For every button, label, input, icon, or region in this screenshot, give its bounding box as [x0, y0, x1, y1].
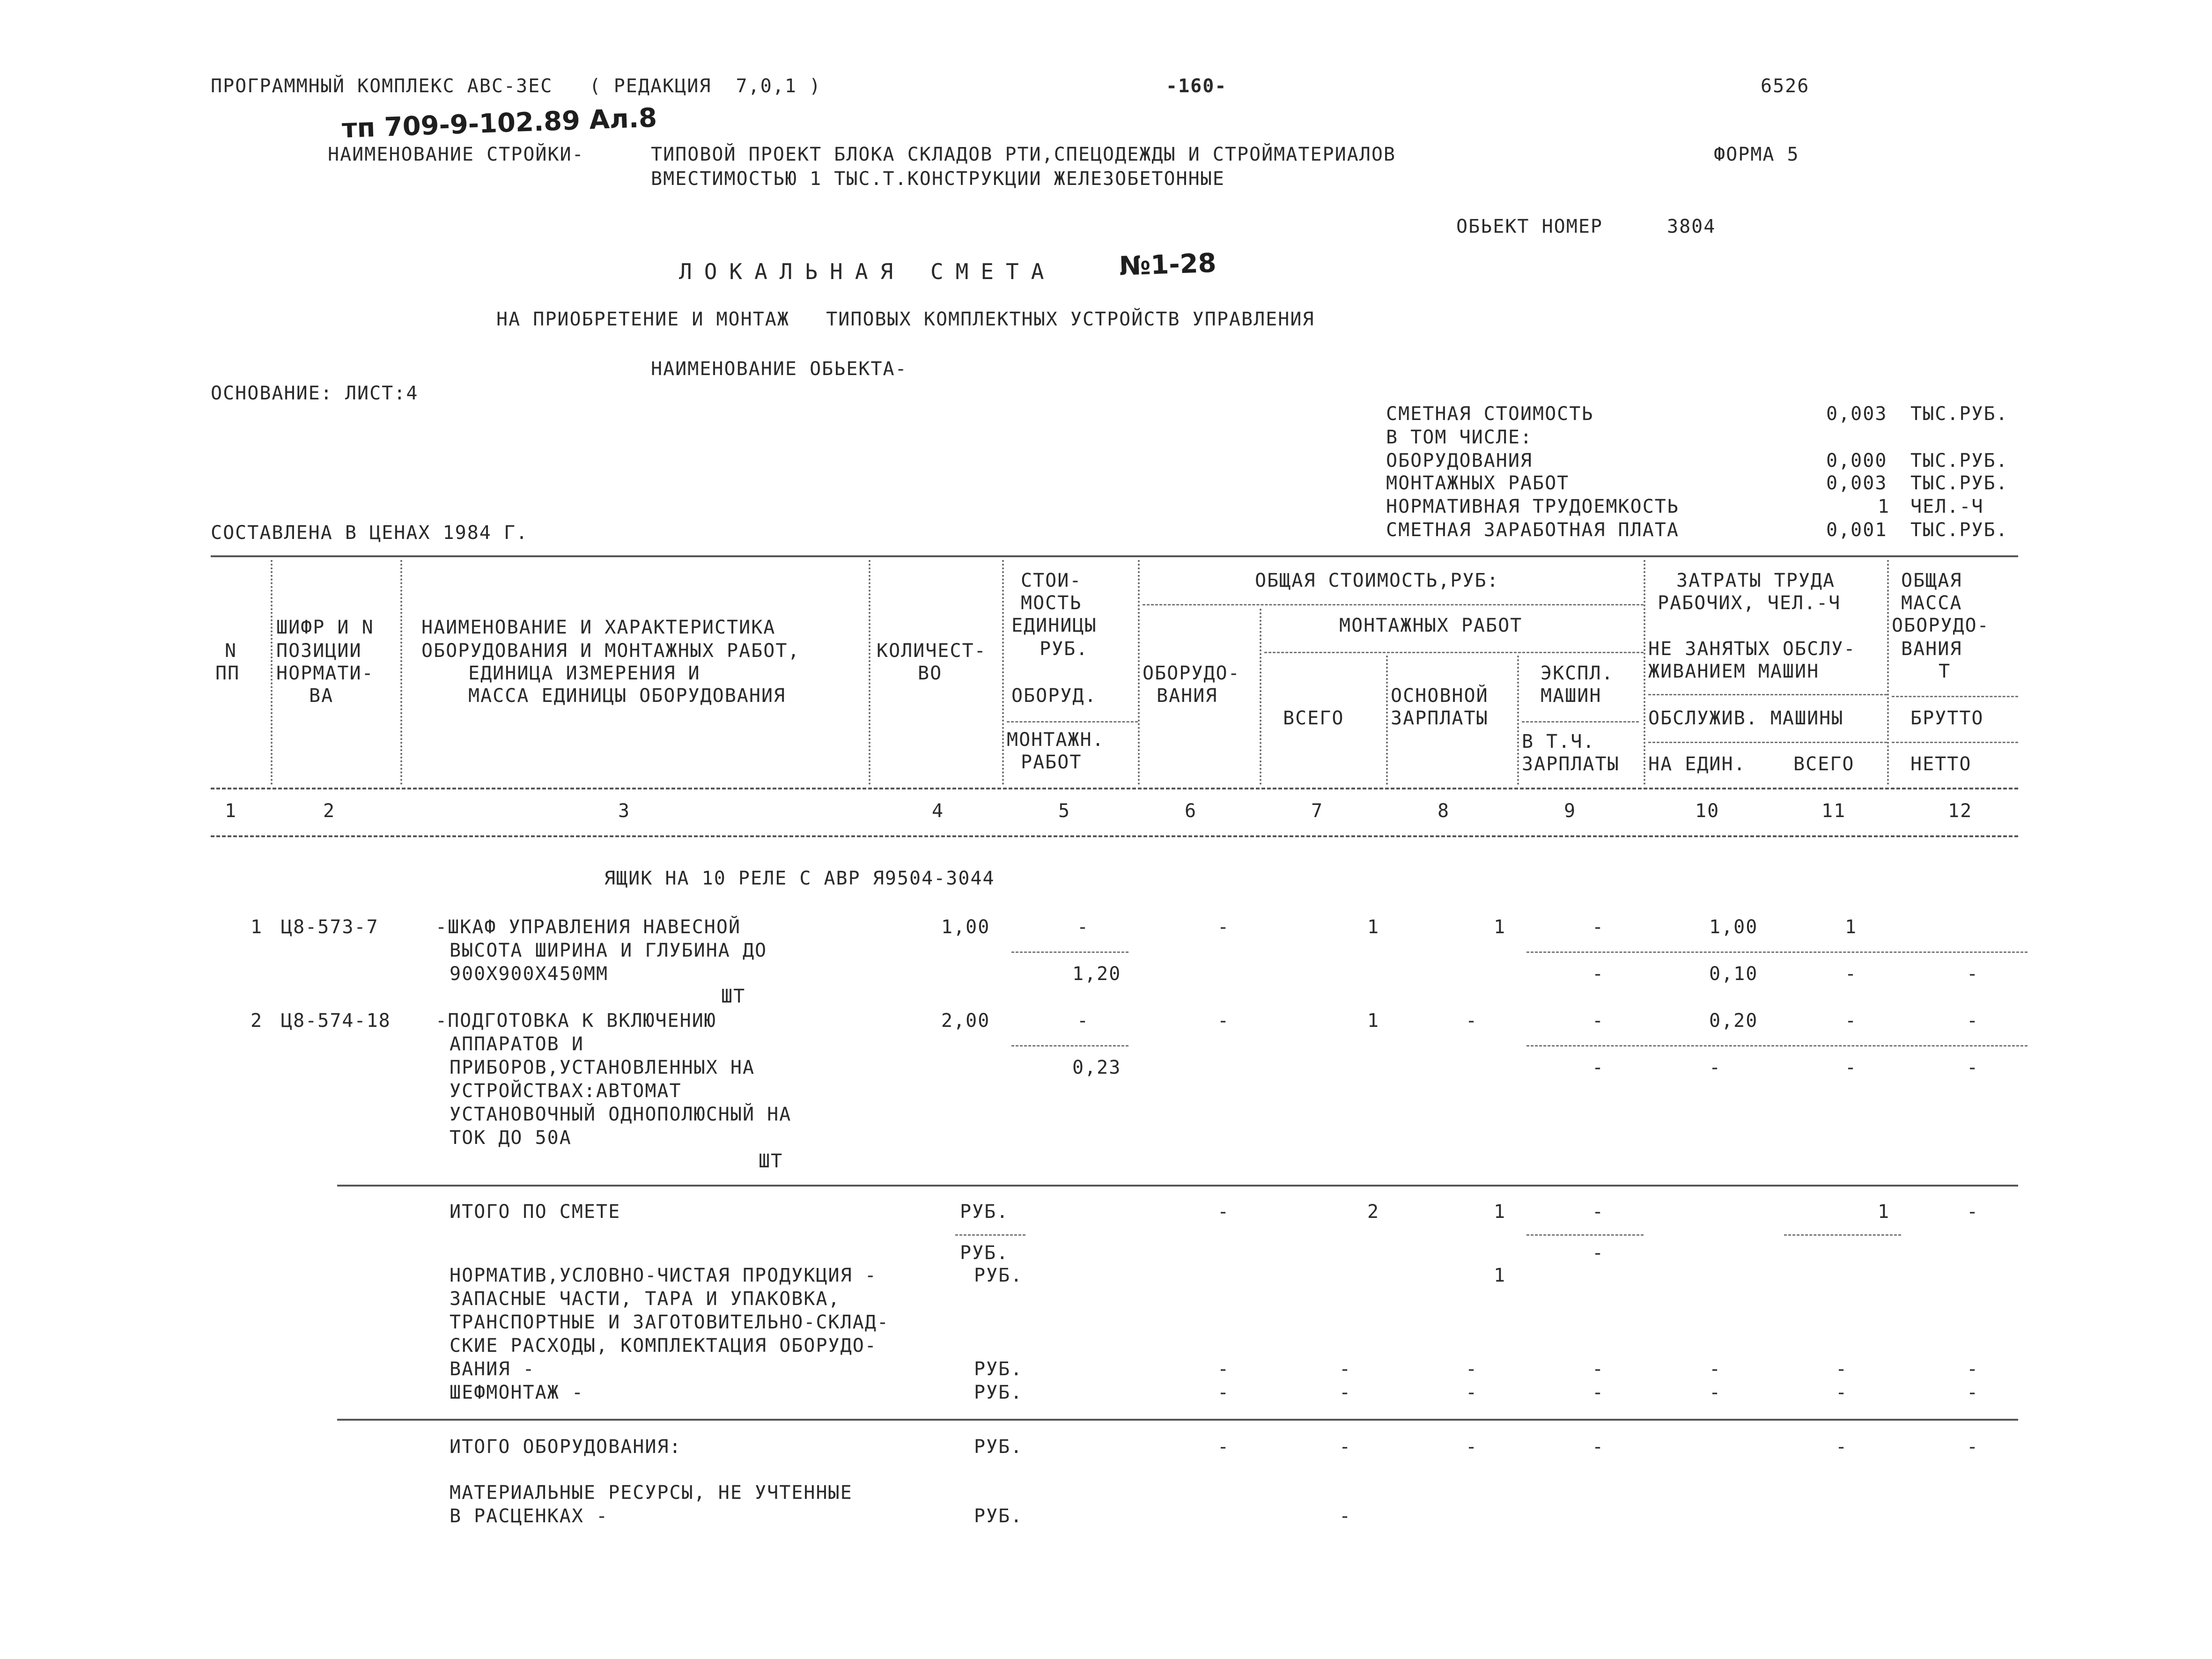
header-rule [1648, 742, 1887, 743]
row-name: ТОК ДО 50А [450, 1127, 572, 1149]
prices-year-label: СОСТАВЛЕНА В ЦЕНАХ 1984 Г. [211, 522, 529, 544]
normative-text: СКИЕ РАСХОДЫ, КОМПЛЕКТАЦИЯ ОБОРУДО- [450, 1335, 877, 1357]
row-labor-total-machines: - [1845, 1057, 1858, 1078]
row-labor-unit: 0,20 [1709, 1010, 1758, 1032]
summary-value: 0,003 [1826, 403, 1888, 425]
column-divider [1386, 656, 1388, 785]
header-bottom-rule [211, 788, 2018, 789]
column-number: 7 [1311, 800, 1324, 822]
normative-text: ТРАНСПОРТНЫЕ И ЗАГОТОВИТЕЛЬНО-СКЛАД- [450, 1312, 889, 1333]
header-mass: ОБЩАЯ [1901, 570, 1962, 591]
materials-cell: - [1339, 1505, 1352, 1527]
equipment-total-rule [337, 1419, 2018, 1421]
summary-label: МОНТАЖНЫХ РАБОТ [1386, 472, 1570, 494]
document-title: ЛОКАЛЬНАЯ СМЕТА [679, 259, 1056, 284]
column-divider [1260, 609, 1261, 785]
summary-label: СМЕТНАЯ ЗАРАБОТНАЯ ПЛАТА [1386, 519, 1679, 541]
header-labor: ЗАТРАТЫ ТРУДА [1676, 570, 1836, 591]
handwritten-reference: тп 709-9-102.89 Ал.8 [341, 103, 658, 144]
header-machines: ЭКСПЛ. [1541, 663, 1614, 684]
row-labor-total: - [1845, 1010, 1858, 1032]
total-label: ИТОГО ПО СМЕТЕ [450, 1201, 621, 1223]
components-currency: РУБ. [974, 1358, 1023, 1380]
header-unit-cost: РУБ. [1040, 638, 1089, 660]
header-machines-wage: ЗАРПЛАТЫ [1522, 753, 1620, 775]
summary-unit: ЧЕЛ.-Ч [1910, 496, 1984, 517]
row-code: Ц8-574-18 [281, 1010, 391, 1032]
column-number: 3 [618, 800, 631, 822]
row-qty: 2,00 [941, 1010, 990, 1032]
row-labor-total-machines: - [1845, 963, 1858, 985]
shefmontazh-cell: - [1836, 1382, 1848, 1403]
header-qty: ВО [918, 663, 943, 684]
header-n: N [225, 640, 237, 662]
row-base-wage: - [1466, 1010, 1478, 1032]
row-name: ПРИБОРОВ,УСТАНОВЛЕННЫХ НА [450, 1057, 755, 1078]
column-divider [1138, 560, 1140, 785]
row-labor-unit-machines: 0,10 [1709, 963, 1758, 985]
row-machines-wage: - [1592, 963, 1605, 985]
column-number: 12 [1948, 800, 1973, 822]
items-bottom-rule [337, 1185, 2018, 1187]
header-unit-cost-mont: РАБОТ [1021, 752, 1082, 773]
total-mont: 2 [1367, 1201, 1380, 1223]
materials-currency: РУБ. [974, 1505, 1023, 1527]
header-unit-cost: СТОИ- [1021, 570, 1082, 591]
row-labor-unit-machines: - [1709, 1057, 1722, 1078]
total-machines-wage: - [1592, 1242, 1605, 1264]
header-mass: МАССА [1901, 592, 1962, 614]
total-mass: - [1967, 1201, 1979, 1223]
normative-value: 1 [1494, 1265, 1506, 1286]
row-rule [1011, 951, 1128, 953]
summary-unit: ТЫС.РУБ. [1910, 519, 2008, 541]
header-code: НОРМАТИ- [276, 663, 374, 684]
header-labor-total: ВСЕГО [1793, 753, 1855, 775]
equipment-total-cell: - [1339, 1436, 1352, 1458]
materials-label: В РАСЦЕНКАХ - [450, 1505, 609, 1527]
shefmontazh-cell: - [1339, 1382, 1352, 1403]
column-divider [1517, 656, 1519, 785]
header-rule [1892, 696, 2018, 697]
header-name: МАССА ЕДИНИЦЫ ОБОРУДОВАНИЯ [468, 685, 786, 707]
row-mass: - [1967, 963, 1979, 985]
summary-unit: ТЫС.РУБ. [1910, 450, 2008, 472]
equipment-total-cell: - [1967, 1436, 1979, 1458]
row-name: -ШКАФ УПРАВЛЕНИЯ НАВЕСНОЙ [435, 916, 741, 938]
page-number: -160- [1166, 75, 1227, 97]
document-title-number: №1-28 [1118, 248, 1217, 282]
column-divider [1887, 560, 1889, 785]
row-code: Ц8-573-7 [281, 916, 379, 938]
header-rule [1522, 721, 1639, 723]
column-divider [1002, 560, 1004, 785]
row-unit-equip: - [1077, 1010, 1090, 1032]
header-rule [1007, 721, 1138, 723]
equipment-total-cell: - [1592, 1436, 1605, 1458]
header-total-cost: ОБЩАЯ СТОИМОСТЬ,РУБ: [1255, 570, 1499, 591]
header-name: НАИМЕНОВАНИЕ И ХАРАКТЕРИСТИКА [421, 617, 776, 638]
total-currency: РУБ. [960, 1201, 1009, 1223]
row-unit: ШТ [721, 986, 746, 1007]
column-divider [400, 560, 402, 785]
form-label: ФОРМА 5 [1714, 144, 1799, 165]
header-mass-net: НЕТТО [1910, 753, 1972, 775]
shefmontazh-cell: - [1592, 1382, 1605, 1403]
header-unit-cost-equip: ОБОРУД. [1011, 685, 1097, 707]
column-number: 1 [225, 800, 237, 822]
summary-label: НОРМАТИВНАЯ ТРУДОЕМКОСТЬ [1386, 496, 1679, 517]
header-base-wage: ЗАРПЛАТЫ [1391, 708, 1489, 729]
header-code: ВА [309, 685, 334, 707]
header-mass: ОБОРУДО- [1892, 615, 1990, 636]
row-rule [1526, 1045, 2028, 1047]
basis-label: ОСНОВАНИЕ: ЛИСТ:4 [211, 383, 419, 404]
total-rule [955, 1234, 1025, 1236]
program-title: ПРОГРАММНЫЙ КОМПЛЕКС АВС-3ЕС ( РЕДАКЦИЯ 7,0,1 ) [211, 75, 822, 97]
row-name: 900Х900Х450ММ [450, 963, 609, 985]
shefmontazh-cell: - [1466, 1382, 1478, 1403]
components-cell: - [1217, 1358, 1230, 1380]
object-number-label: ОБЬЕКТ НОМЕР [1456, 216, 1603, 237]
total-labor: 1 [1878, 1201, 1890, 1223]
header-equipment: ВАНИЯ [1157, 685, 1218, 707]
equipment-total-label: ИТОГО ОБОРУДОВАНИЯ: [450, 1436, 682, 1458]
row-name: ВЫСОТА ШИРИНА И ГЛУБИНА ДО [450, 940, 767, 961]
row-name: УСТРОЙСТВАХ:АВТОМАТ [450, 1080, 682, 1102]
row-unit-mont: 0,23 [1072, 1057, 1121, 1078]
materials-label: МАТЕРИАЛЬНЫЕ РЕСУРСЫ, НЕ УЧТЕННЫЕ [450, 1482, 853, 1504]
summary-value: 0,001 [1826, 519, 1888, 541]
column-number: 5 [1058, 800, 1071, 822]
summary-label: В ТОМ ЧИСЛЕ: [1386, 427, 1533, 448]
summary-unit: ТЫС.РУБ. [1910, 403, 2008, 425]
row-number: 2 [251, 1010, 263, 1032]
components-cell: - [1339, 1358, 1352, 1380]
components-cell: - [1466, 1358, 1478, 1380]
row-machines-wage: - [1592, 1057, 1605, 1078]
header-base-wage: ОСНОВНОЙ [1391, 685, 1489, 707]
row-equip-total: - [1217, 1010, 1230, 1032]
row-name: -ПОДГОТОВКА К ВКЛЮЧЕНИЮ [435, 1010, 716, 1032]
construction-label: НАИМЕНОВАНИЕ СТРОЙКИ- [328, 144, 584, 165]
header-unit-cost-mont: МОНТАЖН. [1007, 729, 1105, 751]
row-equip-total: - [1217, 916, 1230, 938]
components-cell: - [1592, 1358, 1605, 1380]
summary-value: 1 [1878, 496, 1890, 517]
column-divider [271, 560, 273, 785]
total-rule [1784, 1234, 1901, 1236]
row-unit-equip: - [1077, 916, 1090, 938]
normative-text: ВАНИЯ - [450, 1358, 535, 1380]
header-code: ШИФР И N [276, 617, 374, 638]
row-unit: ШТ [759, 1150, 783, 1172]
components-cell: - [1836, 1358, 1848, 1380]
equipment-total-currency: РУБ. [974, 1436, 1023, 1458]
header-machines: МАШИН [1541, 685, 1602, 707]
row-rule [1526, 951, 2028, 953]
section-title: ЯЩИК НА 10 РЕЛЕ С АВР Я9504-3044 [604, 868, 995, 889]
total-equip: - [1217, 1201, 1230, 1223]
header-rule [1264, 652, 1644, 653]
header-mass: ВАНИЯ [1901, 638, 1962, 660]
summary-value: 0,003 [1826, 472, 1888, 494]
numbers-bottom-rule [211, 835, 2018, 837]
object-name-label: НАИМЕНОВАНИЕ ОБЬЕКТА- [651, 358, 907, 380]
shefmontazh-cell: - [1217, 1382, 1230, 1403]
column-number: 10 [1695, 800, 1720, 822]
row-name: УСТАНОВОЧНЫЙ ОДНОПОЛЮСНЫЙ НА [450, 1104, 792, 1125]
summary-label: ОБОРУДОВАНИЯ [1386, 450, 1533, 472]
header-equipment: ОБОРУДО- [1143, 663, 1240, 684]
summary-value: 0,000 [1826, 450, 1888, 472]
object-number: 3804 [1667, 216, 1716, 237]
header-mont-group: МОНТАЖНЫХ РАБОТ [1339, 615, 1523, 636]
summary-unit: ТЫС.РУБ. [1910, 472, 2008, 494]
shefmontazh-cell: - [1967, 1382, 1979, 1403]
header-pp: ПП [215, 663, 240, 684]
header-total: ВСЕГО [1283, 708, 1344, 729]
construction-name-line2: ВМЕСТИМОСТЬЮ 1 ТЫС.Т.КОНСТРУКЦИИ ЖЕЛЕЗОБЕТОННЫЕ [651, 168, 1225, 190]
header-code: ПОЗИЦИИ [276, 640, 362, 662]
row-qty: 1,00 [941, 916, 990, 938]
column-number: 2 [323, 800, 336, 822]
header-qty: КОЛИЧЕСТ- [877, 640, 987, 662]
row-labor-total: 1 [1845, 916, 1858, 938]
table-top-rule [211, 555, 2018, 557]
row-name: АППАРАТОВ И [450, 1033, 584, 1055]
equipment-total-cell: - [1217, 1436, 1230, 1458]
summary-label: СМЕТНАЯ СТОИМОСТЬ [1386, 403, 1594, 425]
column-number: 6 [1185, 800, 1197, 822]
header-unit-cost: ЕДИНИЦЫ [1011, 615, 1097, 636]
equipment-total-cell: - [1466, 1436, 1478, 1458]
row-number: 1 [251, 916, 263, 938]
normative-currency: РУБ. [974, 1265, 1023, 1286]
total-rule [1526, 1234, 1644, 1236]
total-base-wage: 1 [1494, 1201, 1506, 1223]
row-machines: - [1592, 916, 1605, 938]
row-rule [1011, 1045, 1128, 1047]
column-divider [869, 560, 870, 785]
components-cell: - [1967, 1358, 1979, 1380]
equipment-total-cell: - [1836, 1436, 1848, 1458]
header-per-unit: НА ЕДИН. [1648, 753, 1746, 775]
column-divider [1644, 560, 1645, 785]
header-machines-wage: В Т.Ч. [1522, 731, 1595, 752]
total-currency: РУБ. [960, 1242, 1009, 1264]
document-subtitle: НА ПРИОБРЕТЕНИЕ И МОНТАЖ ТИПОВЫХ КОМПЛЕКТНЫХ УСТРОЙСТВ УПРАВЛЕНИЯ [496, 309, 1315, 330]
row-unit-mont: 1,20 [1072, 963, 1121, 985]
header-unit-cost: МОСТЬ [1021, 592, 1082, 614]
header-name: ЕДИНИЦА ИЗМЕРЕНИЯ И [468, 663, 700, 684]
row-mass: - [1967, 1057, 1979, 1078]
header-mass: Т [1939, 661, 1951, 682]
header-rule [1143, 604, 1644, 605]
normative-text: ЗАПАСНЫЕ ЧАСТИ, ТАРА И УПАКОВКА, [450, 1288, 841, 1310]
normative-text: НОРМАТИВ,УСЛОВНО-ЧИСТАЯ ПРОДУКЦИЯ - [450, 1265, 877, 1286]
header-rule [1648, 694, 1887, 695]
construction-name-line1: ТИПОВОЙ ПРОЕКТ БЛОКА СКЛАДОВ РТИ,СПЕЦОДЕЖДЫ И СТРОЙМАТЕРИАЛОВ [651, 144, 1396, 165]
row-machines: - [1592, 1010, 1605, 1032]
row-base-wage: 1 [1494, 916, 1506, 938]
row-mont-total: 1 [1367, 916, 1380, 938]
column-number: 8 [1438, 800, 1450, 822]
header-labor-no-machines: ЖИВАНИЕМ МАШИН [1648, 661, 1820, 682]
shefmontazh-currency: РУБ. [974, 1382, 1023, 1403]
total-machines: - [1592, 1201, 1605, 1223]
header-rule [1892, 742, 2018, 743]
row-mass: - [1967, 1010, 1979, 1032]
row-mont-total: 1 [1367, 1010, 1380, 1032]
document-code: 6526 [1761, 75, 1810, 97]
components-cell: - [1709, 1358, 1722, 1380]
header-name: ОБОРУДОВАНИЯ И МОНТАЖНЫХ РАБОТ, [421, 640, 800, 662]
header-labor: РАБОЧИХ, ЧЕЛ.-Ч [1658, 592, 1841, 614]
shefmontazh-cell: - [1709, 1382, 1722, 1403]
shefmontazh-label: ШЕФМОНТАЖ - [450, 1382, 584, 1403]
header-mass-gross: БРУТТО [1910, 708, 1984, 729]
column-number: 11 [1821, 800, 1846, 822]
header-labor-no-machines: НЕ ЗАНЯТЫХ ОБСЛУ- [1648, 638, 1856, 660]
column-number: 4 [932, 800, 944, 822]
header-labor-machines: ОБСЛУЖИВ. МАШИНЫ [1648, 708, 1844, 729]
row-labor-unit: 1,00 [1709, 916, 1758, 938]
column-number: 9 [1564, 800, 1577, 822]
